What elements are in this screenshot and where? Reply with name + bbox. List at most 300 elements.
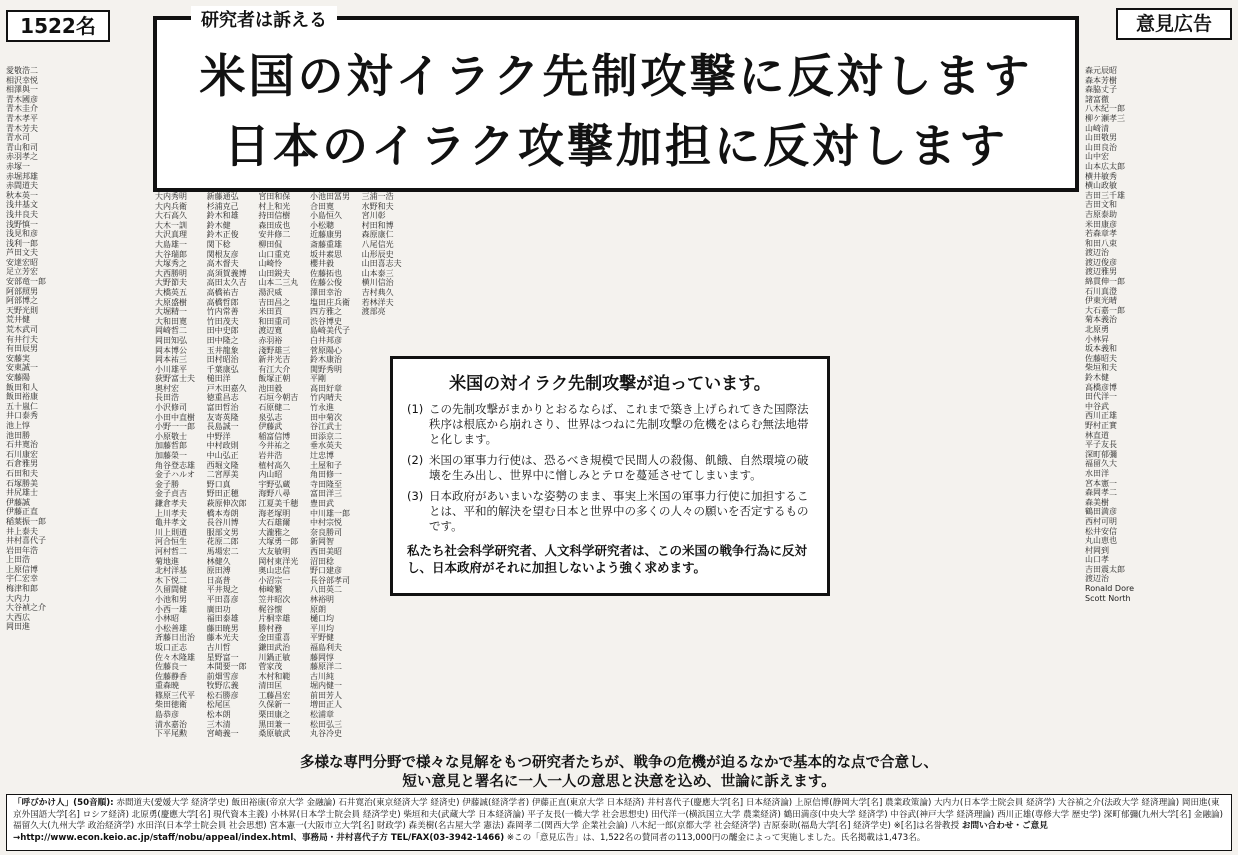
signatory-name: 赤羽裕 (258, 335, 283, 345)
signatory-name: 有井行夫 (6, 334, 38, 344)
signatory-name: 村岡到 (1085, 545, 1109, 555)
signatory-name: 山田喜志夫 (361, 259, 402, 269)
signatory-name: 小田中直樹 (155, 412, 195, 422)
signatory-name: 井上泰夫 (6, 526, 38, 536)
signatory-name: 渋谷博史 (309, 316, 342, 326)
signatory-name: 野口建彦 (309, 566, 342, 576)
signatory-name: 湯沢威 (258, 287, 283, 297)
signatory-name: 竹内晴夫 (309, 393, 342, 403)
signatory-name: 佐藤静香 (155, 671, 187, 681)
signatory-name: 久保新一 (258, 700, 291, 710)
signatory-name: 田中菊次 (309, 412, 342, 422)
signatory-name: 加藤哲郎 (155, 441, 187, 451)
signatory-name: 長谷部孝司 (309, 575, 350, 585)
signatory-name: 山田鋭夫 (258, 268, 291, 278)
signatory-name: 水野和夫 (361, 201, 394, 211)
signatory-name: 竹田茂夫 (206, 316, 239, 326)
signatory-name: 和田八束 (1085, 238, 1117, 248)
signatory-name: 亀井孝文 (155, 518, 187, 528)
signatory-name: 橋本寿朗 (206, 508, 239, 518)
point-text: 米国の軍事力行使は、恐るべき規模で民間人の殺傷、飢餓、自然環境の破壊を生み出し、世界中に憎しみとテロを蔓延させてしまいます。 (429, 453, 809, 482)
signatory-name: 渡辺雅男 (1085, 267, 1117, 277)
signatory-name: 平田喜彦 (206, 594, 239, 604)
signatory-name: 馬場宏二 (206, 546, 239, 556)
signatory-name: 杉浦克己 (206, 201, 239, 211)
signatory-name: 渡部亮 (361, 307, 386, 317)
signatory-name: 愛敬浩二 (6, 66, 38, 75)
signatory-name: 渡辺寛 (258, 326, 283, 336)
signatory-name: 荻野富士夫 (155, 374, 195, 384)
signatory-name: 渡辺治 (1085, 574, 1109, 584)
signatory-name: 大沢真理 (155, 230, 187, 240)
statement-point (407, 453, 813, 483)
signatory-name: 飯田和人 (6, 382, 38, 392)
signatory-name: 小川雄平 (155, 364, 187, 374)
signatory-name: 沼田稔 (309, 556, 334, 566)
signatory-name: 山田敬男 (1085, 133, 1117, 143)
signatory-name: 北原勇 (1085, 325, 1109, 335)
signatory-name: 佐藤昭夫 (1085, 353, 1117, 363)
organizers-box (6, 794, 1232, 851)
signatory-name: 森美樹 (1085, 497, 1109, 507)
signatory-name: 新岡智 (309, 537, 334, 547)
signatory-name: 宇野弘蔵 (258, 479, 291, 489)
signatory-name: 島崎美代子 (309, 326, 350, 336)
signatory-name: 吉田三千雄 (1085, 190, 1125, 200)
signatory-name: 奥山忠信 (258, 566, 291, 576)
signatory-name: 横川信治 (361, 278, 394, 288)
statement-point (407, 489, 813, 534)
signatory-name: 松井安信 (1085, 526, 1117, 536)
signatory-name: 小松善雄 (155, 623, 187, 633)
signatory-name: 玉井龍象 (206, 345, 239, 355)
signatory-name: 田中史郎 (206, 326, 239, 336)
signatory-name: 八尾信光 (361, 239, 394, 249)
signatory-name: 金子ハルオ (155, 470, 195, 480)
signatory-name: 安藤実 (6, 353, 30, 363)
signatory-name: 鈴木健 (206, 220, 231, 230)
signatory-name: 柳ケ瀬孝三 (1085, 113, 1125, 123)
signatory-name: 白井邦彦 (309, 335, 342, 345)
headline-line-1: 米国の対イラク先制攻撃に反対します (199, 49, 1033, 103)
signatory-name: 松田弘三 (309, 719, 342, 729)
signatory-name: 下平尾勲 (155, 729, 187, 739)
signatory-list-right (1085, 66, 1232, 746)
signatory-name: 渡辺治 (1085, 248, 1109, 258)
signatory-name: 木村和範 (258, 671, 291, 681)
signatory-name: 加藤榮一 (155, 451, 187, 461)
signatory-name: 岡本博公 (155, 345, 187, 355)
statement-conclusion: 私たち社会科学研究者、人文科学研究者は、この米国の戦争行為に反対し、日本政府がそれに加担しないよう強く求めます。 (407, 543, 808, 575)
signatory-name: 宇仁宏幸 (6, 574, 38, 584)
bottom-message (0, 754, 1238, 792)
organizers-list: 赤間道夫(愛媛大学 経済学史) 飯田裕康(帝京大学 金融論) 石井寛治(東京経済大学 経済史) 伊藤誠(経済学者) 伊藤正直(東京大学 日本経済) 井村喜代子(慶應大学[名] 日本経済論) 上原信博(静岡大学[名] 農業政策論) 大内力(日本学士院会員 経済学) 大谷禎之介(法政大学 経済理論) 岡田進(東京外国語大学[名] ロシア経済) 北原勇(慶應大学[名] 現代資本主義) 小林昇(日本学士院会員 経済学史) 柴垣和夫(武蔵大学 日本経済論) 平子友長(一橋大学 社会思想史) 田代洋一(横浜国立大学 農業経済) 鶴田満彦(中央大学 経済学) 中谷武(神戸大学 経済理論) 西川正雄(専修大学 歴史学) 深町郁彌(九州大学[名] 金融論) 福留久大(九州大学 政治経済学) 水田洋(日本学士院会員 社会思想) 宮本憲一(大阪市立大学[名] 財政学) 森美樹(名古屋大学 憲法) 森岡孝二(関西大学 企業社会論) 八木紀一郎(京都大学 社会経済学) 吉原泰助(福島大学[名] 経済学史) ※[名]は名誉教授 (13, 798, 1223, 832)
signatory-name: 宮崎義一 (206, 729, 239, 739)
signatory-name: 大石雄爾 (258, 518, 291, 528)
signatory-name: 岩田年浩 (6, 545, 38, 555)
signatory-name: 小野一一郎 (155, 422, 195, 432)
signatory-name: 古川純 (309, 671, 334, 681)
signatory-name: 新井光吉 (258, 355, 291, 365)
signatory-name: 坂本義和 (1085, 344, 1117, 354)
signatory-name: 塩田庄兵衛 (309, 297, 350, 307)
funding-note: ※この「意見広告」は、1,522名の賛同者の113,000円の醵金によって実施しました。氏名掲載は1,473名。 (506, 832, 926, 843)
signatory-name: 天野光則 (6, 305, 38, 315)
signatory-name: 徳重昌志 (206, 393, 239, 403)
signatory-name: 小沢修司 (155, 403, 187, 413)
signatory-name: 和田重司 (258, 316, 291, 326)
signatory-name: 関野秀明 (309, 364, 342, 374)
signatory-name: 岩井浩 (258, 451, 283, 461)
signatory-name: 菊本義治 (1085, 315, 1117, 325)
point-number: (3) (407, 489, 424, 503)
signatory-name: 西川正雄 (1085, 411, 1117, 421)
signatory-name: 柴垣和夫 (1085, 363, 1117, 373)
signatory-name: 山崎怜 (258, 259, 283, 269)
signatory-name: 豊田武 (309, 499, 334, 508)
signatory-name: 林健久 (206, 556, 231, 566)
signatory-name: 石原健二 (258, 403, 291, 413)
signatory-name: 川鍋正敏 (258, 652, 291, 662)
signatory-name: 五十嵐仁 (6, 401, 38, 411)
signatory-name: 日高普 (206, 575, 231, 585)
signatory-name: 海老塚明 (258, 508, 291, 518)
signatory-name: 大野節夫 (155, 278, 187, 288)
signatory-name: 大西広 (6, 612, 30, 622)
signatory-name: 井村喜代子 (6, 536, 46, 546)
signatory-name: 大原盛樹 (155, 297, 187, 307)
signatory-name: 浅見和彦 (6, 229, 38, 239)
signatory-name: 藤岡惇 (309, 652, 334, 662)
signatory-name: 寺田隆至 (309, 479, 342, 489)
signatory-name: 廣田功 (206, 604, 231, 614)
signatory-name: 大橋英五 (155, 287, 187, 297)
signatory-name: 荒井健 (6, 315, 30, 325)
signatory-name: 山中宏 (1085, 152, 1109, 162)
signatory-name: 高須賀義博 (206, 268, 247, 278)
signatory-name: 池田毅 (258, 383, 283, 393)
signatory-name: 森原康仁 (361, 230, 394, 240)
signatory-name: 萩原伸次郎 (206, 499, 247, 508)
signatory-name: 山口重克 (258, 249, 291, 259)
point-number: (1) (407, 402, 424, 416)
signatory-name: 江夏美千穂 (258, 499, 299, 508)
signatory-name: 原朗 (309, 604, 326, 614)
signatory-name: 芦田文夫 (6, 248, 38, 258)
signatory-name: 斎藤重雄 (309, 239, 342, 249)
headline-box (153, 10, 1079, 192)
signatory-name: 松本朗 (206, 710, 231, 720)
signatory-name: 平川均 (309, 623, 334, 633)
signatory-name: 金子貞吉 (155, 489, 187, 499)
signatory-name: 原田溥 (206, 566, 231, 576)
signatory-name: 丸山恵也 (1085, 536, 1117, 546)
opinion-ad-label: 意見広告 (1116, 8, 1232, 40)
signatory-name: 田添京二 (309, 431, 342, 441)
signatory-name: 前畑雪彦 (206, 671, 239, 681)
signatory-name: 青水司 (6, 133, 30, 143)
signatory-name: 菊地進 (155, 556, 179, 566)
signatory-name: 長谷川博 (206, 518, 239, 528)
signatory-name: 久留間健 (155, 585, 187, 595)
signatory-name: 土屋和子 (309, 460, 342, 470)
signatory-name: 垂水英夫 (309, 441, 342, 451)
signatory-name: 戸木田嘉久 (206, 383, 247, 393)
signatory-name: 横井敏秀 (1085, 171, 1117, 181)
point-text: 日本政府があいまいな姿勢のまま、事実上米国の軍事力行使に加担することは、平和的解決を望む日本と世界中の多くの人々の願いを否定するものです。 (429, 489, 809, 533)
signatory-name: 吉村典久 (361, 287, 394, 297)
signatory-name: 奥村宏 (155, 383, 179, 393)
signatory-name: 森本芳樹 (1085, 75, 1117, 85)
signatory-name: 山本泰三 (361, 268, 394, 278)
signatory-name: 西堀文隆 (206, 460, 239, 470)
signatory-name: 持田信樹 (258, 211, 291, 221)
signatory-name: 宮川彰 (361, 211, 386, 221)
signatory-name: 佐藤良一 (155, 662, 187, 672)
contact-info: お問い合わせ・ご意見→http://www.econ.keio.ac.jp/staff/nobu/appeal/index.html、事務局・井村喜代子方 TEL/FAX(03-3942-1466) (13, 821, 1048, 843)
signatory-name: 鈴木正俊 (206, 230, 239, 240)
signatory-name: 稲富信博 (258, 431, 291, 441)
signatory-name: 角田修一 (309, 470, 342, 480)
signatory-name: 藤原洋二 (309, 662, 342, 672)
signatory-name: 福田泰雄 (206, 614, 239, 624)
signatory-name: 安藤陽 (6, 373, 30, 382)
signatory-name: 横山政敏 (1085, 181, 1117, 191)
signatory-name: 大内秀明 (155, 192, 187, 201)
signatory-name: 柴田徳衛 (155, 700, 187, 710)
signatory-name: 安達宏昭 (6, 257, 38, 267)
signatory-name: 岡田進 (6, 622, 30, 632)
signatory-name: 大内力 (6, 593, 30, 603)
signatory-name: 鈴木和雄 (206, 211, 239, 221)
signatory-name: 林直道 (1085, 430, 1109, 440)
signatory-name: 平子友長 (1085, 440, 1117, 450)
signatory-name: 櫻井毅 (309, 259, 334, 269)
signatory-name: 米田貢 (258, 307, 283, 317)
signatory-name: 米田康彦 (1085, 219, 1117, 229)
signatory-name: 菅家茂 (258, 662, 283, 672)
signatory-name: 上原信博 (6, 564, 38, 574)
headline-line-2: 日本のイラク攻撃加担に反対します (224, 119, 1008, 173)
signatory-name: 鈴木康治 (309, 355, 342, 365)
signatory-name: 花原二郎 (206, 537, 239, 547)
signatory-name: 青山和司 (6, 142, 38, 152)
signatory-name: 吉原泰助 (1085, 209, 1117, 219)
signatory-name: 平井規之 (206, 585, 239, 595)
signatory-name: 友寄英隆 (206, 412, 239, 422)
signatory-name: 勝村務 (258, 623, 283, 633)
signatory-name: 鶴田満彦 (1085, 507, 1117, 517)
signatory-name: 小原敬士 (155, 431, 187, 441)
signatory-name: 相沢幸悦 (6, 75, 38, 85)
signatory-name: 工藤昌宏 (258, 690, 291, 700)
signatory-name: 牧野広義 (206, 681, 239, 691)
signatory-name: 小西一雄 (155, 604, 187, 614)
signatory-name: 深町郁彌 (1085, 449, 1117, 459)
signatory-name: 増田正人 (309, 700, 342, 710)
signatory-name: 浅利一郎 (6, 238, 38, 248)
signatory-name: 綿貫伸一郎 (1085, 277, 1125, 287)
signatory-name: 平剛 (309, 374, 326, 384)
signatory-name: 山本二三丸 (258, 278, 299, 288)
signatory-name: 大西勝明 (155, 268, 187, 278)
signatory-name: 中川雄一郎 (309, 508, 350, 518)
signatory-name: 宮本憲一 (1085, 478, 1117, 488)
signatory-name: 飯田裕康 (6, 392, 38, 402)
signatory-name: 関根友彦 (206, 249, 239, 259)
signatory-name: 青木孝平 (6, 113, 38, 123)
signatory-name: 淺野雄三 (258, 345, 291, 355)
signatory-name: 中谷武 (1085, 401, 1109, 411)
signatory-name: 笠井昭次 (258, 594, 291, 604)
signatory-name: 千葉康弘 (206, 364, 239, 374)
signatory-name: 田代洋一 (1085, 392, 1117, 402)
signatory-name: 水田洋 (1085, 468, 1109, 478)
signatory-name: 内山昭 (258, 470, 283, 480)
signatory-name: 森元辰昭 (1085, 66, 1117, 75)
signatory-name: 大和田寛 (155, 316, 187, 326)
signatory-name: 野村正實 (1085, 420, 1117, 430)
signatory-name: 河合恒生 (155, 537, 187, 547)
signatory-name: 岡本祐三 (155, 355, 187, 365)
signatory-name: 井口泰秀 (6, 411, 38, 421)
signatory-name: 鎌倉孝夫 (155, 499, 187, 508)
signatory-name: 谷江武士 (309, 422, 342, 432)
signatory-name: 田中隆之 (206, 335, 239, 345)
signatory-name: 山崎清 (1085, 123, 1109, 133)
point-number: (2) (407, 453, 424, 467)
signatory-name: 石川真澄 (1085, 286, 1117, 296)
signatory-name: 青木圭介 (6, 104, 38, 114)
signatory-name: 小池田冨男 (309, 192, 350, 201)
signatory-name: 青木芳夫 (6, 123, 38, 133)
organizers-label: 「呼びかけ人」(50音順): (13, 798, 114, 808)
signatory-name: 小沼宗一 (258, 575, 291, 585)
signatory-name: 新藤通弘 (206, 192, 239, 201)
signatory-name: 坂井素思 (309, 249, 342, 259)
signatory-name: 三浦一浩 (361, 192, 394, 201)
signatory-name: 島恭彦 (155, 710, 179, 720)
signatory-name: 海野八尋 (258, 489, 291, 499)
signatory-name: 中村宗悦 (309, 518, 342, 528)
signatory-name: 大瀧雅之 (258, 527, 291, 537)
statement-point (407, 402, 813, 447)
signatory-name: 西村可明 (1085, 516, 1117, 526)
signatory-name: 小林昇 (1085, 334, 1109, 344)
signatory-name: 八田英二 (309, 585, 342, 595)
signatory-name: 近藤康男 (309, 230, 342, 240)
signatory-name: 中村政則 (206, 441, 239, 451)
signatory-name: 長島誠一 (206, 422, 239, 432)
signatory-name: 泉弘志 (258, 412, 283, 422)
signatory-name: 高橋彦博 (1085, 382, 1117, 392)
bottom-message-line-2: 短い意見と署名に一人一人の意思と決意を込め、世論に訴えます。 (402, 774, 836, 790)
signatory-name: 上川孝夫 (155, 508, 187, 518)
signatory-name: 篠原三代平 (155, 690, 195, 700)
signatory-name: 丸谷冷史 (309, 729, 342, 739)
signatory-name: 四方雅之 (309, 307, 342, 317)
signatory-name: 黒田兼一 (258, 719, 291, 729)
signatory-name: 石田和夫 (6, 468, 38, 478)
signatory-name: 飯塚正朝 (258, 374, 291, 384)
signatory-name: 佐藤拓也 (309, 268, 342, 278)
signatory-name: 鈴木健 (1085, 373, 1109, 382)
signatory-name: 北村洋基 (155, 566, 187, 576)
signatory-name: 石川康宏 (6, 449, 38, 459)
signatory-name: 植村高久 (258, 460, 291, 470)
signatory-name: 澤田幸治 (309, 287, 342, 297)
signatory-name: 鎌田武治 (258, 642, 291, 652)
headline-subtitle: 研究者は訴える (191, 6, 337, 32)
signatory-name: 大堀精一 (155, 307, 187, 317)
signatory-name: 星野富一 (206, 652, 239, 662)
signatory-name: 安部竜一郎 (6, 277, 46, 287)
signatory-name: 小島恒久 (309, 211, 342, 221)
signatory-name: 山田良治 (1085, 142, 1117, 152)
signatory-name: 宮田和保 (258, 192, 291, 201)
signatory-name: 西田美昭 (309, 546, 342, 556)
signatory-name: 伊東光晴 (1085, 296, 1117, 306)
signatory-name: 古川哲 (206, 642, 231, 652)
signatory-name: 清水嘉治 (155, 719, 187, 729)
signatory-name: 井尻雄士 (6, 488, 38, 498)
signatory-name: 渡辺俊彦 (1085, 257, 1117, 267)
signatory-name: 本間要一郎 (206, 662, 247, 672)
signatory-name: 石倉雅男 (6, 459, 38, 469)
signatory-name: 松石勝彦 (206, 690, 239, 700)
signatory-name: 長田浩 (155, 393, 179, 403)
signatory-name: 梅津和郎 (6, 584, 38, 594)
signatory-name: 槌田洋 (206, 374, 231, 384)
signatory-name: 青木國彦 (6, 94, 38, 104)
signatory-name: 大石嘉一郎 (1085, 305, 1125, 315)
signatory-list-left (6, 66, 153, 746)
signatory-name: 大谷禎之介 (6, 603, 46, 613)
signatory-name: 森田成也 (258, 220, 291, 230)
signatory-name: 阿部博之 (6, 296, 38, 306)
signatory-name: 池田勝 (6, 430, 30, 440)
signatory-name: 高木督夫 (206, 259, 239, 269)
signatory-name: 野田正穂 (206, 489, 239, 499)
signatory-name: 浅井良夫 (6, 209, 38, 219)
signatory-name: 岡崎哲二 (155, 326, 187, 336)
signatory-name: 平野健 (309, 633, 334, 643)
signatory-name: Scott North (1085, 593, 1131, 603)
signatory-name: 池上惇 (6, 420, 30, 430)
signatory-name: 藤本光夫 (206, 633, 239, 643)
signatory-name: 合田寛 (309, 201, 334, 211)
signatory-name: 二宮厚美 (206, 470, 239, 480)
signatory-name: 今井祐之 (258, 441, 291, 451)
signatory-name: 八木紀一郎 (1085, 104, 1125, 114)
signatory-name: 大塚秀之 (155, 259, 187, 269)
signatory-name: 大内兵衛 (155, 201, 187, 211)
signatory-name: 藤田暁男 (206, 623, 239, 633)
signatory-name: 赤堀邦雄 (6, 171, 38, 181)
signatory-name: 金田重喜 (258, 633, 291, 643)
signatory-name: Ronald Dore (1085, 584, 1134, 594)
statement-box (390, 356, 830, 596)
signatory-name: 浅野慎一 (6, 219, 38, 229)
signatory-name: 松尾匡 (206, 700, 231, 710)
signatory-name: 若森章孝 (1085, 229, 1117, 239)
signatory-name: 片桐幸雄 (258, 614, 291, 624)
signatory-name: 村田和博 (361, 220, 394, 230)
signatory-name: 吉田文和 (1085, 200, 1117, 210)
signatory-name: 相澤與一 (6, 85, 38, 95)
signatory-name: 伊藤武 (258, 422, 283, 432)
signatory-name: 斉藤日出治 (155, 633, 195, 643)
